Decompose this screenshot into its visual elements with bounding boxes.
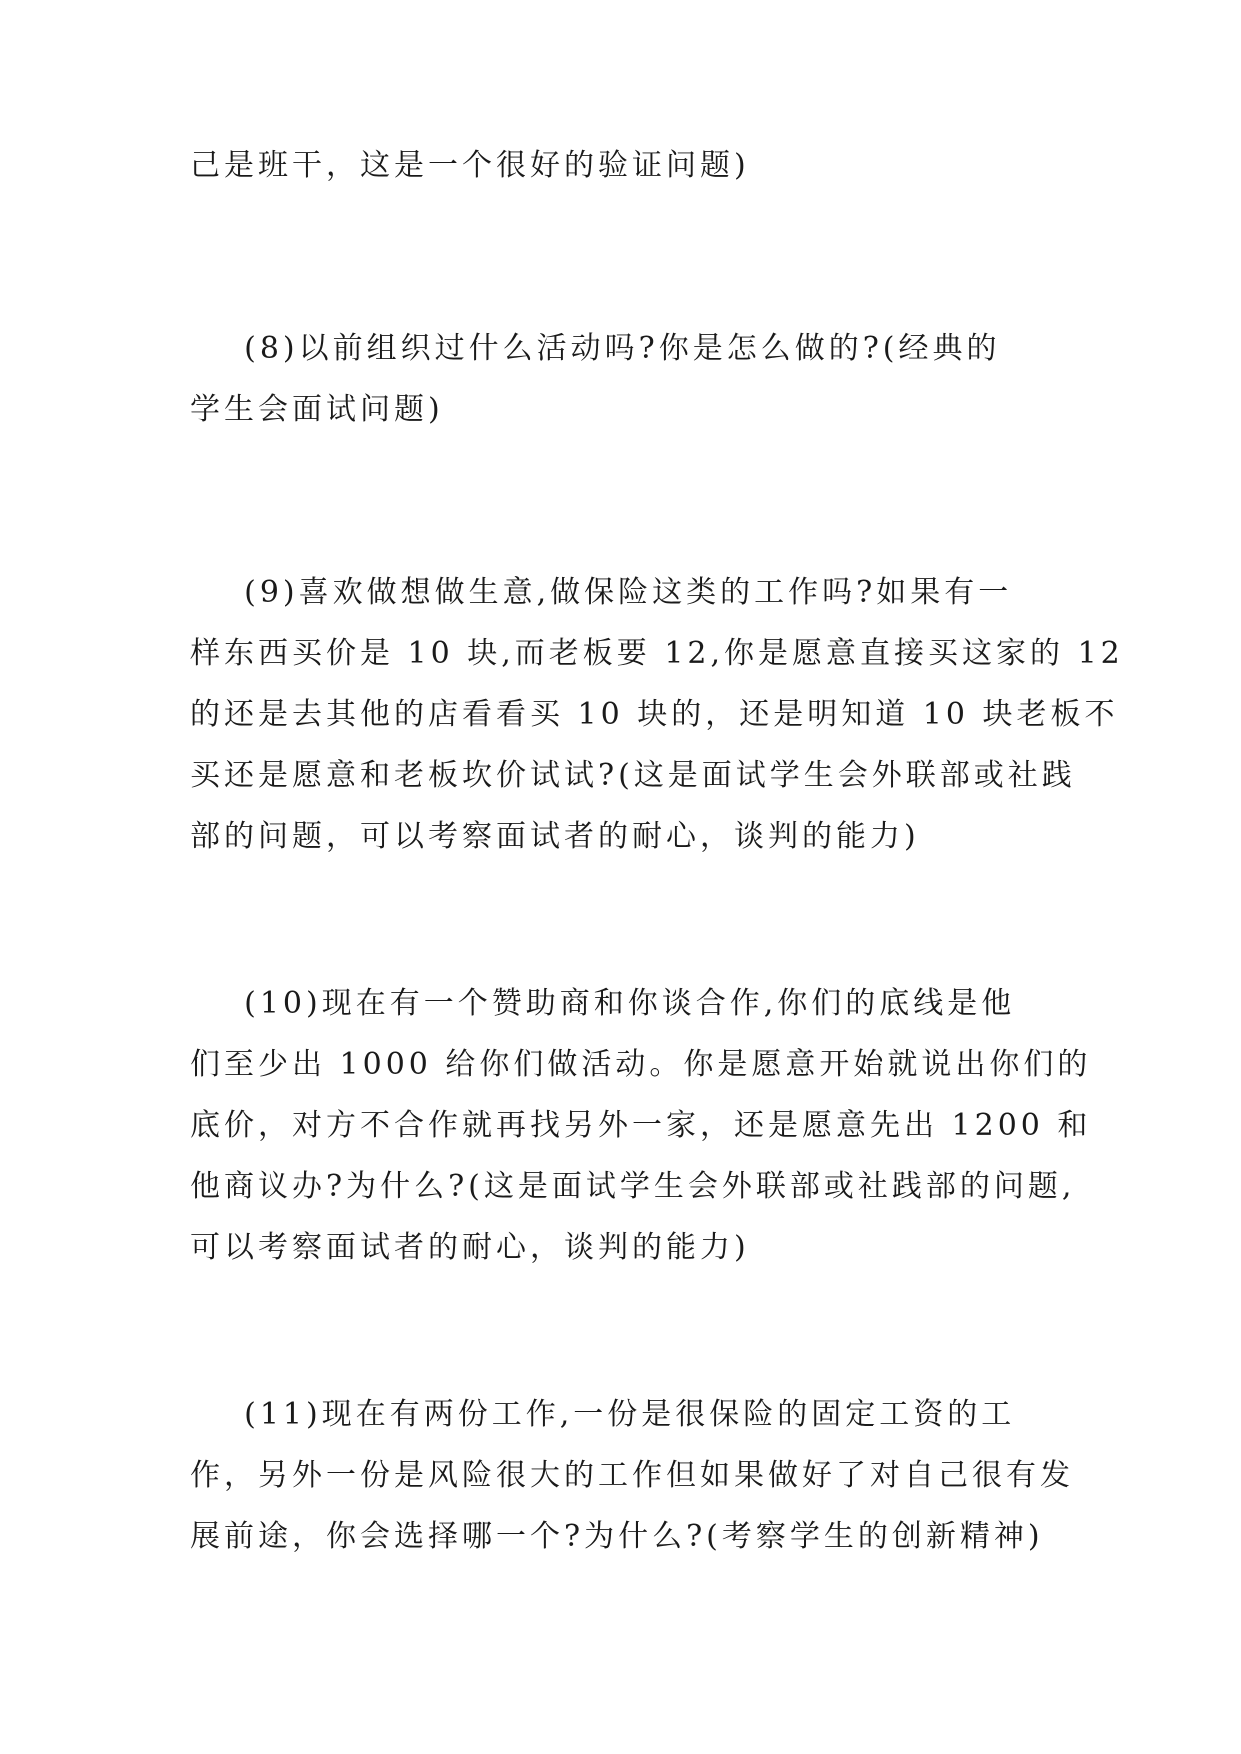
- paragraph-question-10: [190, 973, 1092, 1278]
- text-line: 们至少出 1000 给你们做活动。你是愿意开始就说出你们的: [190, 1047, 1092, 1082]
- text-line: (9)喜欢做想做生意,做保险这类的工作吗?如果有一: [190, 575, 1013, 610]
- text-line: 展前途，你会选择哪一个?为什么?(考察学生的创新精神): [190, 1519, 1044, 1554]
- text-line: 己是班干，这是一个很好的验证问题): [190, 148, 750, 183]
- text-line: 样东西买价是 10 块,而老板要 12,你是愿意直接买这家的 12: [190, 636, 1124, 671]
- paragraph-question-8: [190, 318, 1060, 440]
- text-line: (11)现在有两份工作,一份是很保险的固定工资的工: [190, 1397, 1016, 1432]
- text-line: 可以考察面试者的耐心，谈判的能力): [190, 1230, 750, 1265]
- text-line: (10)现在有一个赞助商和你谈合作,你们的底线是他: [190, 986, 1016, 1021]
- text-line: 的还是去其他的店看看买 10 块的，还是明知道 10 块老板不: [190, 697, 1119, 732]
- text-line: 学生会面试问题): [190, 392, 444, 427]
- text-line: 部的问题，可以考察面试者的耐心，谈判的能力): [190, 819, 920, 854]
- text-line: 底价，对方不合作就再找另外一家，还是愿意先出 1200 和: [190, 1108, 1092, 1143]
- text-line: (8)以前组织过什么活动吗?你是怎么做的?(经典的: [190, 331, 1001, 366]
- paragraph-q7-continuation: [190, 135, 1060, 196]
- text-line: 他商议办?为什么?(这是面试学生会外联部或社践部的问题,: [190, 1169, 1076, 1204]
- text-line: 作，另外一份是风险很大的工作但如果做好了对自己很有发: [190, 1458, 1074, 1493]
- paragraph-question-9: [190, 562, 1124, 867]
- text-line: 买还是愿意和老板坎价试试?(这是面试学生会外联部或社践: [190, 758, 1076, 793]
- paragraph-question-11: [190, 1384, 1074, 1567]
